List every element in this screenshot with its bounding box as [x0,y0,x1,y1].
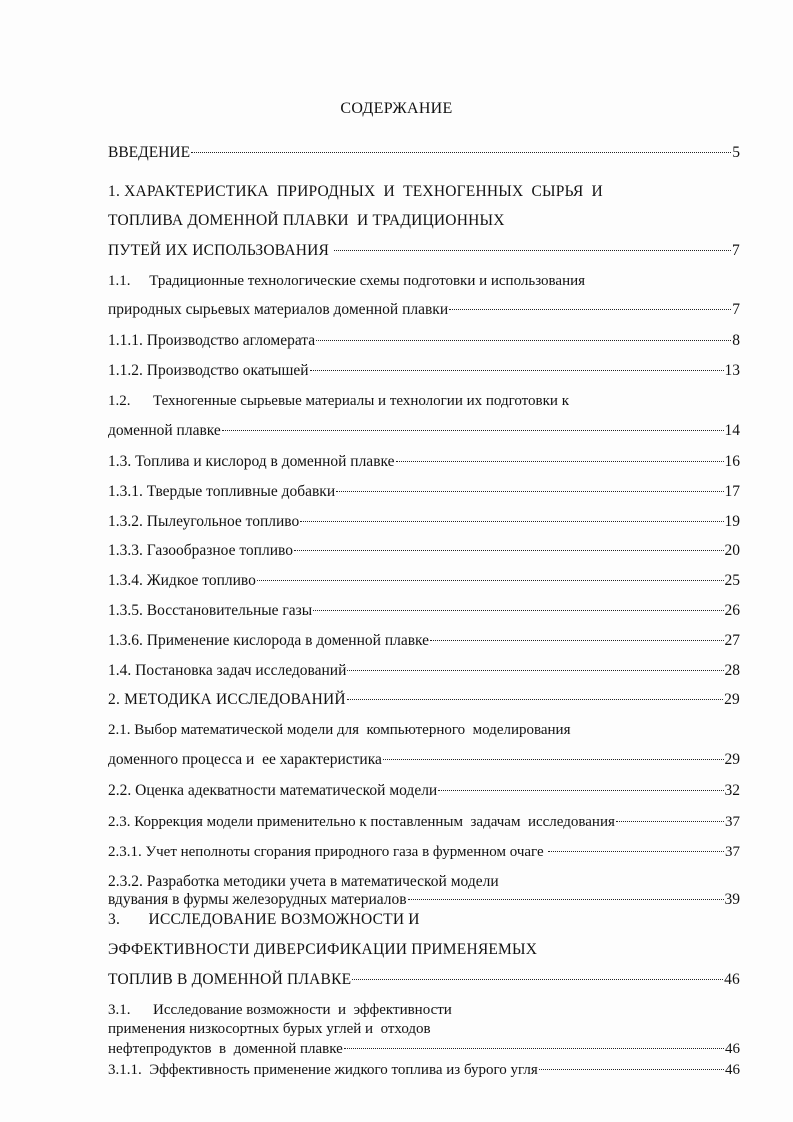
leader-dots [310,370,724,371]
toc-entry [108,750,740,770]
toc-page-number: 17 [724,483,740,500]
toc-entry [108,690,740,710]
toc-page-number: 26 [724,602,740,619]
toc-page-number: 19 [724,513,740,530]
toc-entry [108,812,740,832]
leader-dots [222,430,724,431]
leader-dots [257,580,724,581]
toc-entry-text: ВВЕДЕНИЕ [108,144,191,161]
toc-page-number: 14 [724,422,740,439]
toc-page-number: 46 [725,1041,740,1057]
toc-entry-text: 2.3.1. Учет неполноты сгорания природного газа в фурменном очаге [108,844,548,860]
toc-entry-text: 2. МЕТОДИКА ИССЛЕДОВАНИЙ [108,691,346,708]
toc-entry-text: ТОПЛИВ В ДОМЕННОЙ ПЛАВКЕ [108,971,352,988]
leader-dots [300,521,723,522]
toc-entry-text: 1.3.6. Применение кислорода в доменной плавке [108,632,430,649]
toc-entry [108,970,740,990]
toc-heading-line: 2.3.2. Разработка методики учета в математической модели [108,873,499,890]
toc-page-number: 25 [724,572,740,589]
toc-entry-text: доменной плавке [108,422,221,439]
toc-page-number: 8 [732,332,740,349]
toc-entry-text: 2.2. Оценка адекватности математической модели [108,782,438,799]
toc-entry [108,452,740,472]
toc-heading-line: применения низкосортных бурых углей и отходов [108,1021,431,1037]
toc-entry [108,1061,740,1079]
toc-page-number: 5 [732,144,740,161]
toc-entry [108,300,740,320]
toc-page-number: 13 [724,362,740,379]
toc-entry-text: природных сырьевых материалов доменной плавки [108,301,449,318]
leader-dots [438,790,723,791]
toc-entry [108,361,740,381]
toc-entry-text: 1.3. Топлива и кислород в доменной плавке [108,453,395,470]
toc-entry [108,421,740,441]
toc-entry [108,781,740,801]
toc-heading-line: ЭФФЕКТИВНОСТИ ДИВЕРСИФИКАЦИИ ПРИМЕНЯЕМЫХ [108,941,538,958]
toc-entry-text: ПУТЕЙ ИХ ИСПОЛЬЗОВАНИЯ [108,242,334,259]
toc-page-number: 7 [732,242,740,259]
toc-entry-text: 1.3.2. Пылеугольное топливо [108,513,300,530]
toc-entry [108,842,740,862]
toc-entry-text: 3.1.1. Эффективность применение жидкого топлива из бурого угля [108,1062,538,1078]
toc-entry [108,331,740,351]
toc-entry [108,1040,740,1058]
toc-entry-text: 1.3.1. Твердые топливные добавки [108,483,336,500]
toc-page-number: 32 [724,782,740,799]
toc-heading-line: 3. ИССЛЕДОВАНИЕ ВОЗМОЖНОСТИ И [108,911,420,928]
toc-entry [108,891,740,909]
toc-heading-line: 1. ХАРАКТЕРИСТИКА ПРИРОДНЫХ И ТЕХНОГЕННЫХ СЫРЬЯ И [108,183,603,200]
leader-dots [347,699,723,700]
toc-page-number: 37 [725,814,740,830]
leader-dots [430,640,723,641]
toc-heading-line: 3.1. Исследование возможности и эффективности [108,1002,452,1018]
leader-dots [616,821,724,822]
toc-entry-text: вдувания в фурмы железорудных материалов [108,891,407,908]
toc-page-number: 37 [725,844,740,860]
toc-page-number: 28 [724,662,740,679]
toc-entry [108,571,740,591]
toc-entry [108,601,740,621]
toc-page-number: 46 [724,971,740,988]
leader-dots [336,491,723,492]
leader-dots [313,610,723,611]
toc-entry [108,661,740,681]
toc-entry-text: 1.3.5. Восстановительные газы [108,602,313,619]
toc-page-number: 29 [724,691,740,708]
toc-heading-line: 1.1. Традиционные технологические схемы подготовки и использования [108,273,586,289]
leader-dots [548,851,724,852]
leader-dots [449,309,731,310]
leader-dots [539,1069,724,1070]
toc-entry [108,512,740,532]
toc-entry [108,541,740,561]
leader-dots [191,152,731,153]
toc-entry-text: 1.4. Постановка задач исследований [108,662,347,679]
leader-dots [408,899,724,900]
leader-dots [344,1048,724,1049]
toc-entry-text: нефтепродуктов в доменной плавке [108,1041,343,1057]
toc-heading-line: 1.2. Техногенные сырьевые материалы и технологии их подготовки к [108,393,569,409]
toc-page-number: 7 [732,301,740,318]
leader-dots [294,550,724,551]
leader-dots [383,759,724,760]
toc-page-number: 39 [724,891,740,908]
toc-entry [108,631,740,651]
toc-heading-line: ТОПЛИВА ДОМЕННОЙ ПЛАВКИ И ТРАДИЦИОННЫХ [108,212,505,229]
toc-page-number: 27 [724,632,740,649]
toc-entry-text: 1.1.2. Производство окатышей [108,362,309,379]
page-title: СОДЕРЖАНИЕ [340,100,453,117]
toc-entry-text: 1.3.4. Жидкое топливо [108,572,256,589]
toc-entry [108,241,740,261]
toc-entry-text: 1.3.3. Газообразное топливо [108,542,293,559]
toc-heading-line: 2.1. Выбор математической модели для компьютерного моделирования [108,722,571,738]
leader-dots [396,461,724,462]
toc-entry-text: доменного процесса и ее характеристика [108,751,382,768]
leader-dots [352,979,723,980]
leader-dots [334,250,731,251]
toc-entry [108,482,740,502]
toc-entry-text: 1.1.1. Производство агломерата [108,332,316,349]
toc-page-number: 16 [724,453,740,470]
leader-dots [316,340,731,341]
toc-entry [108,143,740,163]
toc-entry-text: 2.3. Коррекция модели применительно к поставленным задачам исследования [108,814,615,830]
leader-dots [347,670,723,671]
toc-page-number: 20 [724,542,740,559]
toc-page-number: 29 [724,751,740,768]
toc-page-number: 46 [725,1062,740,1078]
